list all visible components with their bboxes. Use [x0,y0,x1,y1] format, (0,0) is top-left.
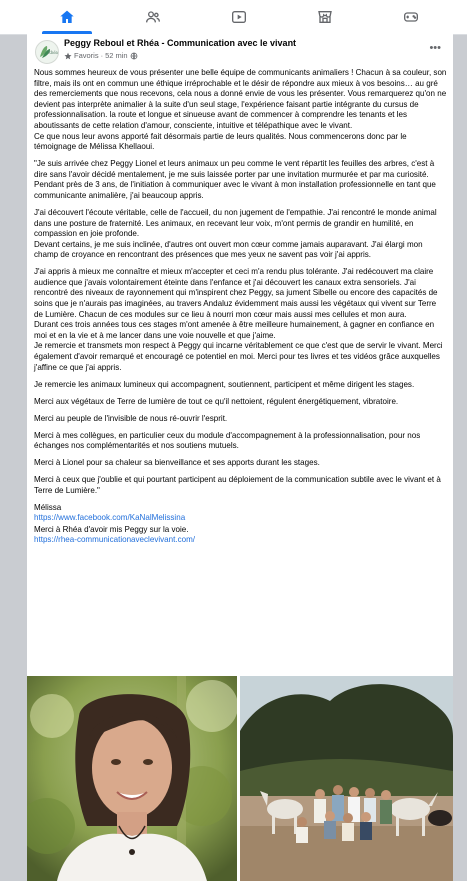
nav-friends[interactable] [124,0,182,34]
post-time[interactable]: 52 min [105,51,128,60]
post-text [34,68,447,552]
group-image [240,676,453,881]
portrait-image [27,676,237,881]
paragraph-thanks-invisible: Merci au peuple de l'invisible de nous ré-ouvrir l'esprit. [34,413,228,423]
gaming-icon [403,9,419,25]
paragraph-thanks-lionel: Merci à Lionel pour sa chaleur sa bienveillance et ses apports durant les stages. [34,458,320,468]
portrait-photo[interactable] [27,676,237,881]
signature-name: Mélissa [34,502,62,512]
nav-watch[interactable] [210,0,268,34]
top-navigation [0,0,467,35]
rhea-logo [36,41,58,63]
globe-icon [130,52,138,60]
marketplace-icon [317,9,333,25]
nav-home[interactable] [38,0,96,34]
post-card [27,34,453,881]
paragraph-discovery: J'ai découvert l'écoute véritable, celle de l'accueil, du non jugement de l'empathie. J'ai rencontré le monde animal dans une posture de fraternité. Les animaux, en recevant leur voix, m'ont permis de grandir en humilité, en compassion en joie profonde. Devant certains, je me suis inclinée, d'autres ont ouvert mon cœur comme jamais auparavant. J'ai élargi mon champ de croyance en rencontrant des présences que mes yeux ne savent pas voir j'ai appris. [34,207,437,260]
page-avatar[interactable] [35,40,59,64]
friends-icon [145,9,161,25]
website-link[interactable]: https://rhea-communicationaveclevivant.com/ [34,535,196,545]
logo-text: Rhéa [47,51,58,56]
meta-separator: · [100,51,104,60]
star-icon [64,52,72,60]
post-meta [64,51,138,60]
paragraph-thanks-colleagues: Merci à mes collègues, en particulier ceux du module d'accompagnement à la professionnalisation, pour nos échanges nos complémentarités et nos soutiens mutuels. [34,430,421,451]
home-icon [59,9,75,25]
post-header [27,34,453,64]
favorites-label: Favoris [74,51,99,60]
post-photos [27,676,453,881]
facebook-link[interactable]: https://www.facebook.com/KaNalMelissina [34,513,186,523]
nav-gaming[interactable] [382,0,440,34]
closing-block [34,525,447,546]
paragraph-thanks-plants: Merci aux végétaux de Terre de lumière de tout ce qu'il nettoient, régulent énergétiquement, vibratoire. [34,396,399,406]
paragraph-thanks-others: Merci à ceux que j'oublie et qui pourtant participent au déploiement de la communication subtile avec le vivant et à Terre de Lumière." [34,475,441,495]
paragraph-quote-start: "Je suis arrivée chez Peggy Lionel et leurs animaux un peu comme le vent répartit les feuilles des arbres, c'est à dire sans l'avoir décidé mentalement, je me suis laissée porter par une invitation murmurée et par ma curiosité. Pendant près de 3 ans, de l'initiation à communiquer avec le vivant à mon installation professionnelle en tant que communicante animalière, j'ai beaucoup appris. [34,159,436,200]
closing-text: Merci à Rhéa d'avoir mis Peggy sur la voie. [34,524,189,534]
more-options-icon[interactable]: ••• [429,42,441,54]
paragraph-learning: J'ai appris à mieux me connaître et mieux m'accepter et ceci m'a rendu plus tolérante. J'ai redécouvert ma claire audience que j'avais volontairement éteinte dans l'enfance et j'ai découvert les canaux extra sensoriels. J'ai rencontré des niveaux de rayonnement qui m'inspirent chez Peggy, sa jument Sibelle ou encore des capacités de soins que je n'aurais pas imaginées, au travers Andaluz évidemment mais aussi les végétaux qui vivent sur Terre de Lumière. Chacun de ces modules sur ce lieu à nourri mon cœur mais aussi mes cellules et mon aura. Durant ces trois années tous ces stages m'ont amenée à être meilleure humainement, à gagner en confiance en moi et en la vie et à me lancer dans une voie nouvelle et que j'aime. Je remercie et transmets mon respect à Peggy qui incarne véritablement ce que c'est que de servir le vivant. Merci également d'avoir remarqué et encouragé ce potentiel en moi. Merci pour tes livres et tes vidéos grâce auxquelles j'affine ce que j'ai appris. [34,267,443,372]
paragraph-intro: Nous sommes heureux de vous présenter une belle équipe de communicants animaliers ! Chacun à sa couleur, son filtre, mais ils ont en commun une éthique irréprochable et le désir de répondre aux mieux à vos besoins… au gré des remerciements que nous recevons, cela nous a donné envie de vous les présenter. Vous remarquerez qu'on ne devient pas interprète animalier à la suite d'un seul stage, l'expérience faisant partie intégrante du cursus de professionnalisation. la route et longue et sinueuse avant de commencer à comprendre les tenants et les aboutissants de cette relation d'amour, consciente, intuitive et télépathique avec le vivant. Ce que nous leur avons apporté fait désormais partie de leurs qualités. Nous commencerons donc par le témoignage de Mélissa Khellaoui. [34,68,447,152]
group-photo[interactable] [240,676,453,881]
watch-icon [231,9,247,25]
page-name[interactable]: Peggy Reboul et Rhéa - Communication avec le vivant [64,38,297,48]
nav-marketplace[interactable] [296,0,354,34]
signature-block [34,503,447,524]
paragraph-thanks-animals: Je remercie les animaux lumineux qui accompagnent, soutiennent, participent et même dirigent les stages. [34,379,415,389]
